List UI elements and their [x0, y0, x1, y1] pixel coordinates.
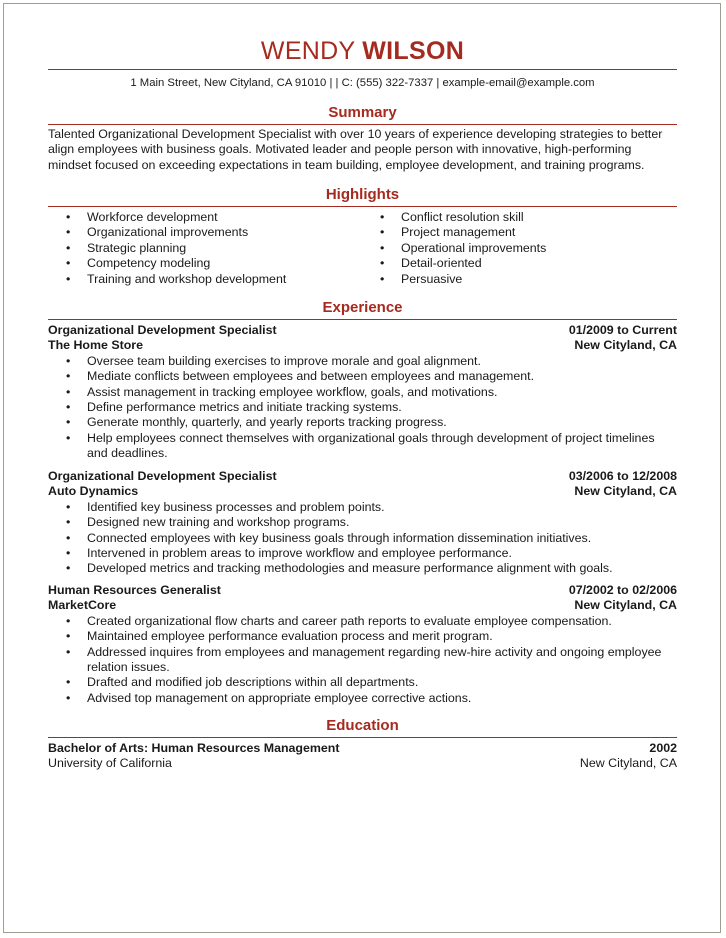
- job-entry: [48, 469, 677, 577]
- summary-text: Talented Organizational Development Specialist with over 10 years of experience developing strategies to better align employees with business goals. Motivated leader and people person with innovative, high-performing mindset focused on exceeding expectations in team building, employee development, and training programs.: [48, 127, 663, 172]
- degree: Bachelor of Arts: [48, 741, 144, 755]
- summary-rule: [48, 124, 677, 125]
- education-entry: Bachelor of Arts: Human Resources Management 2002 University of California New Cityland, CA: [48, 741, 677, 771]
- education-heading: Education: [326, 717, 399, 734]
- degree-field: Human Resources Management: [151, 741, 340, 755]
- graduation-year: 2002: [649, 741, 677, 755]
- job-dates: 03/2006 to 12/2008: [568, 469, 677, 483]
- job-dates: 07/2002 to 02/2006: [568, 583, 677, 597]
- company-name: The Home Store: [48, 338, 144, 353]
- job-bullet: • Designed new training and workshop programs.: [48, 515, 677, 530]
- highlights-rule: [48, 206, 677, 207]
- summary-heading: Summary: [328, 104, 397, 121]
- job-entry: [48, 583, 677, 706]
- highlight-item: • Training and workshop development: [48, 272, 358, 287]
- school-location: New Cityland, CA: [579, 756, 677, 771]
- education-rule: [48, 737, 677, 738]
- job-bullet: • Maintained employee performance evaluation process and merit program.: [48, 629, 677, 644]
- job-bullet: • Addressed inquires from employees and management regarding new-hire activity and ongoing employee relation issues.: [48, 645, 677, 676]
- highlights-left: [48, 210, 358, 287]
- job-bullet: • Intervened in problem areas to improve workflow and employee performance.: [48, 546, 677, 561]
- job-bullet: • Oversee team building exercises to improve morale and goal alignment.: [48, 354, 677, 369]
- job-location: New Cityland, CA: [574, 484, 677, 499]
- company-name: MarketCore: [48, 598, 117, 613]
- highlight-item: • Detail-oriented: [362, 256, 677, 271]
- job-bullet: • Developed metrics and tracking methodologies and measure performance alignment with goals.: [48, 561, 677, 576]
- job-bullet: • Identified key business processes and problem points.: [48, 500, 677, 515]
- highlight-item: • Operational improvements: [362, 241, 677, 256]
- contact-line: 1 Main Street, New Cityland, CA 91010 | | C: (555) 322-7337 | example-email@example.com: [130, 77, 595, 89]
- job-location: New Cityland, CA: [574, 338, 677, 353]
- job-bullet: • Drafted and modified job descriptions within all departments.: [48, 675, 677, 690]
- job-title: Organizational Development Specialist: [48, 469, 277, 483]
- highlight-item: • Organizational improvements: [48, 225, 358, 240]
- job-bullet: • Assist management in tracking employee workflow, goals, and motivations.: [48, 385, 677, 400]
- experience-heading: Experience: [322, 299, 403, 316]
- highlight-item: • Workforce development: [48, 210, 358, 225]
- job-dates: 01/2009 to Current: [568, 323, 677, 337]
- highlight-item: • Strategic planning: [48, 241, 358, 256]
- highlight-item: • Persuasive: [362, 272, 677, 287]
- job-title: Organizational Development Specialist: [48, 323, 277, 337]
- school-name: University of California: [48, 756, 172, 771]
- job-bullet: • Created organizational flow charts and career path reports to evaluate employee compensation.: [48, 614, 677, 629]
- highlights-right: [362, 210, 677, 287]
- experience-rule: [48, 319, 677, 320]
- job-bullet: • Mediate conflicts between employees and between employees and management.: [48, 369, 677, 384]
- job-location: New Cityland, CA: [574, 598, 677, 613]
- job-bullet: • Connected employees with key business goals through information dissemination initiatives.: [48, 531, 677, 546]
- company-name: Auto Dynamics: [48, 484, 139, 499]
- first-name: WENDY: [260, 37, 356, 65]
- job-entry: [48, 323, 677, 462]
- highlight-item: • Project management: [362, 225, 677, 240]
- job-title: Human Resources Generalist: [48, 583, 221, 597]
- job-bullet: • Help employees connect themselves with organizational goals through development of project timelines and deadlines.: [48, 431, 677, 462]
- candidate-name: [48, 37, 677, 65]
- job-bullet: • Define performance metrics and initiate tracking systems.: [48, 400, 677, 415]
- last-name: WILSON: [362, 37, 465, 65]
- highlight-item: • Conflict resolution skill: [362, 210, 677, 225]
- header-rule: [48, 69, 677, 70]
- job-bullet: • Advised top management on appropriate employee corrective actions.: [48, 691, 677, 706]
- highlight-item: • Competency modeling: [48, 256, 358, 271]
- highlights-heading: Highlights: [325, 186, 400, 203]
- job-bullet: • Generate monthly, quarterly, and yearly reports tracking progress.: [48, 415, 677, 430]
